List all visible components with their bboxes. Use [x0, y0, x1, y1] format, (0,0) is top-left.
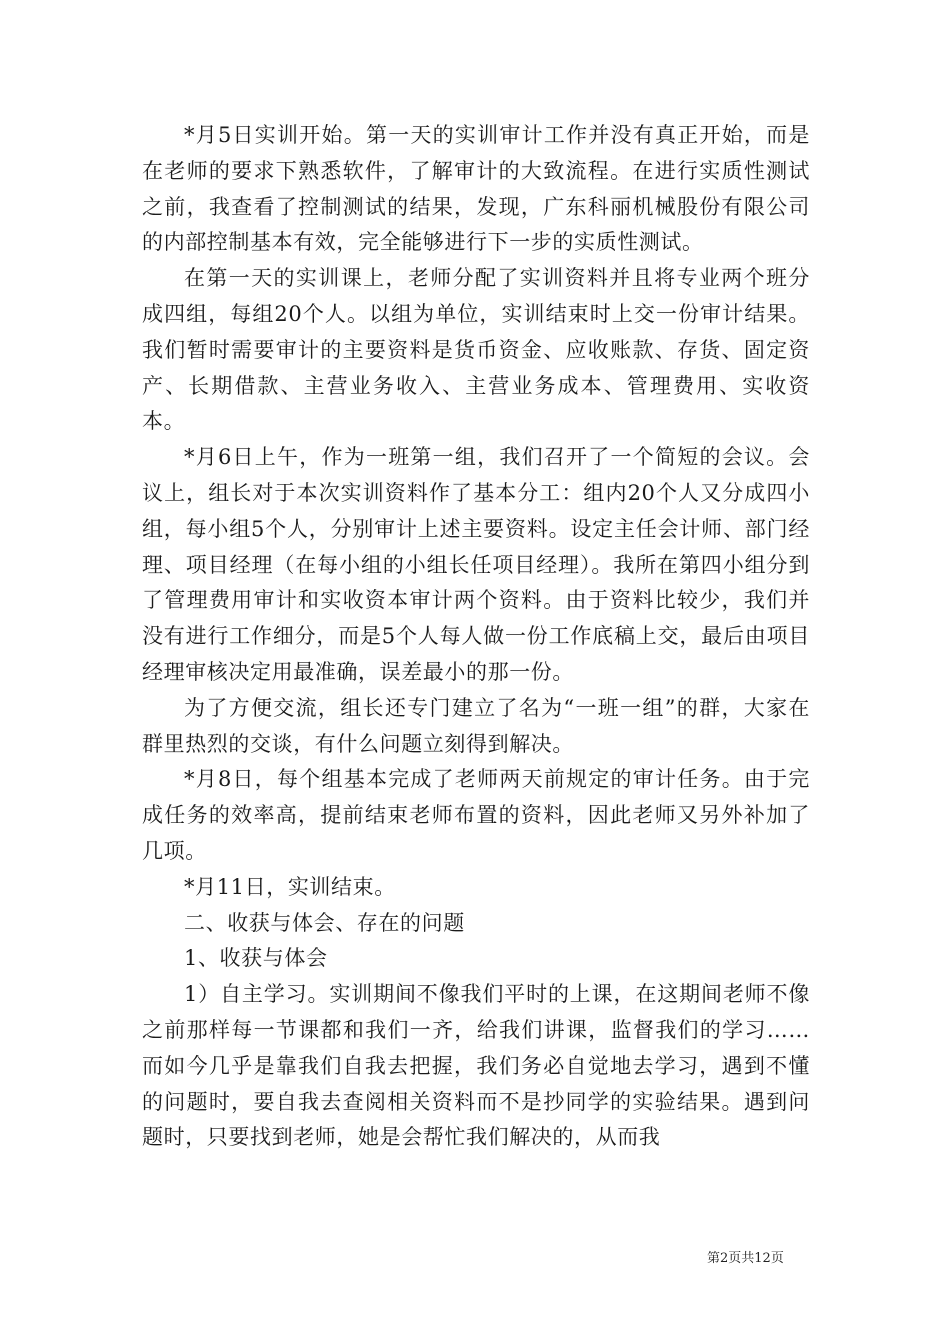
- document-body: [142, 118, 810, 1156]
- paragraph-first-day-class: 在第一天的实训课上，老师分配了实训资料并且将专业两个班分成四组，每组20个人。以组为单位，实训结束时上交一份审计结果。我们暂时需要审计的主要资料是货币资金、应收账款、存货、固定资产、长期借款、主营业务收入、主营业务成本、管理费用、实收资本。: [142, 266, 810, 434]
- paragraph-day6-meeting: *月6日上午，作为一班第一组，我们召开了一个简短的会议。会议上，组长对于本次实训资料作了基本分工：组内20个人又分成四小组，每小组5个人，分别审计上述主要资料。设定主任会计师、部门经理、项目经理（在每小组的小组长任项目经理）。我所在第四小组分到了管理费用审计和实收资本审计两个资料。由于资料比较少，我们并没有进行工作细分，而是5个人每人做一份工作底稿上交，最后由项目经理审核决定用最准确，误差最小的那一份。: [142, 445, 810, 684]
- page-number-footer: 第2页共12页: [707, 1251, 784, 1266]
- paragraph-day11: *月11日，实训结束。: [184, 874, 396, 899]
- section-heading-gains-problems: 二、收获与体会、存在的问题: [184, 910, 465, 935]
- paragraph-day5: *月5日实训开始。第一天的实训审计工作并没有真正开始，而是在老师的要求下熟悉软件，了解审计的大致流程。在进行实质性测试之前，我查看了控制测试的结果，发现，广东科丽机械股份有限公司的内部控制基本有效，完全能够进行下一步的实质性测试。: [142, 123, 810, 255]
- subsection-heading-gains: 1、收获与体会: [184, 946, 328, 971]
- paragraph-self-study: 1）自主学习。实训期间不像我们平时的上课，在这期间老师不像之前那样每一节课都和我们一齐，给我们讲课，监督我们的学习……而如今几乎是靠我们自我去把握，我们务必自觉地去学习，遇到不懂的问题时，要自我去查阅相关资料而不是抄同学的实验结果。遇到问题时，只要找到老师，她是会帮忙我们解决的，从而我: [142, 982, 810, 1150]
- paragraph-group-chat: 为了方便交流，组长还专门建立了名为“一班一组”的群，大家在群里热烈的交谈，有什么问题立刻得到解决。: [142, 695, 810, 756]
- paragraph-day8: *月8日，每个组基本完成了老师两天前规定的审计任务。由于完成任务的效率高，提前结束老师布置的资料，因此老师又另外补加了几项。: [142, 767, 810, 863]
